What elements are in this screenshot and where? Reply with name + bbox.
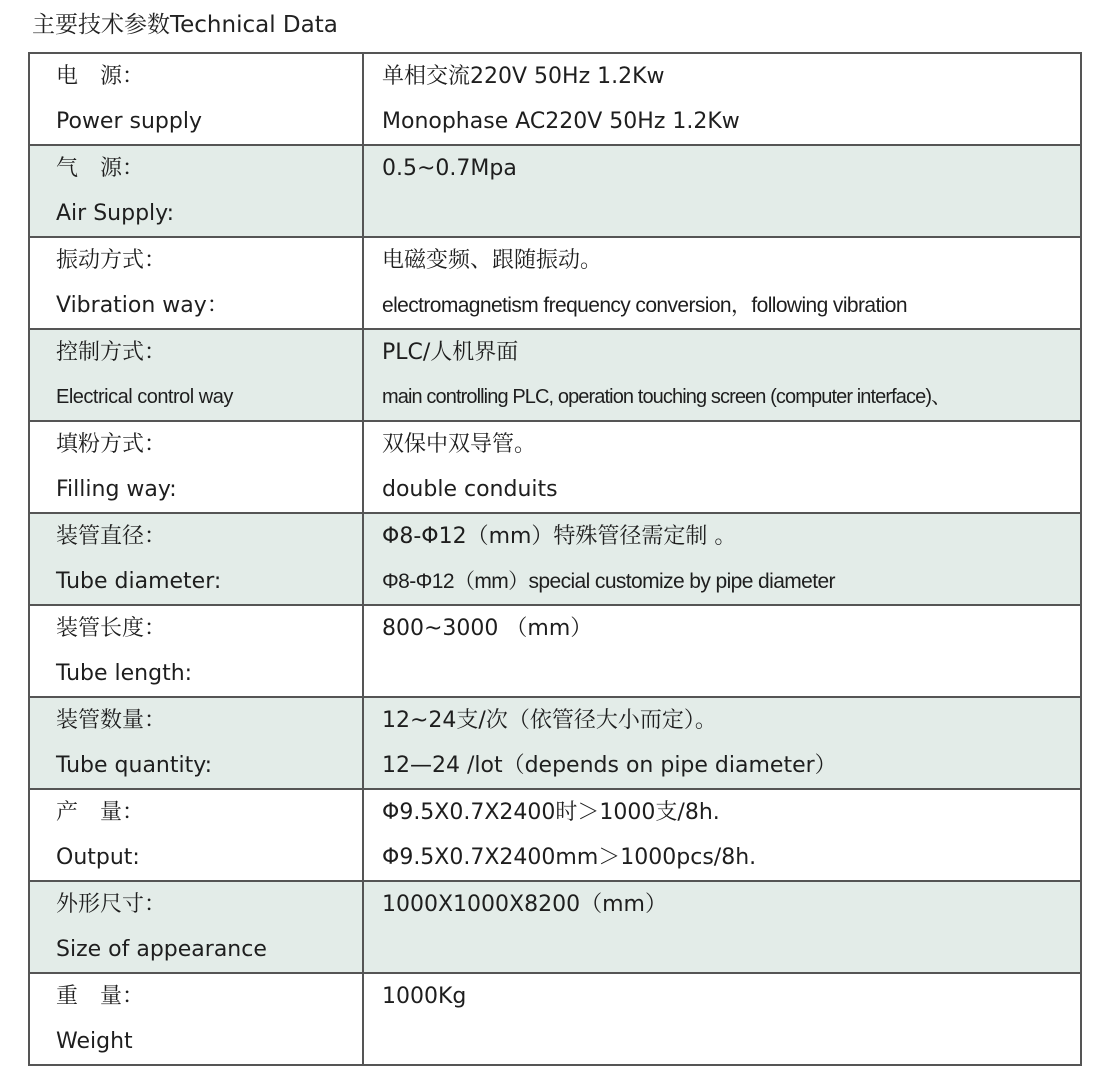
spec-label-en: Output: <box>56 845 140 870</box>
spec-value-cell <box>363 605 1081 697</box>
spec-label-cell <box>29 145 363 237</box>
spec-row-tube-diameter <box>29 513 1081 605</box>
spec-label-cell <box>29 237 363 329</box>
spec-row-tube-quantity <box>29 697 1081 789</box>
spec-value-cn: 1000Kg <box>382 984 467 1009</box>
spec-label-cn: 装管直径： <box>56 524 167 549</box>
spec-label-cn: 装管长度： <box>56 616 167 641</box>
spec-value-cn: PLC/人机界面 <box>382 340 519 365</box>
spec-value-cell <box>363 329 1081 421</box>
spec-value-en: main controlling PLC, operation touching screen (computer interface)、 <box>382 386 951 408</box>
spec-value-en: double conduits <box>382 477 558 502</box>
page-title: 主要技术参数Technical Data <box>32 12 338 38</box>
spec-value-cn: Φ8-Φ12（mm）特殊管径需定制 。 <box>382 524 737 549</box>
spec-label-en: Filling way: <box>56 477 177 502</box>
spec-value-cn: 800~3000 （mm） <box>382 616 593 641</box>
spec-label-en: Size of appearance <box>56 937 267 962</box>
spec-label-en: Air Supply: <box>56 201 174 226</box>
spec-label-en: Electrical control way <box>56 386 233 408</box>
spec-value-en <box>364 1019 1080 1064</box>
spec-value-cn: 单相交流220V 50Hz 1.2Kw <box>382 64 665 89</box>
spec-label-cn: 电 源： <box>56 64 145 89</box>
spec-value-cell <box>363 53 1081 145</box>
spec-value-cn: 1000X1000X8200（mm） <box>382 892 667 917</box>
spec-row-control-way <box>29 329 1081 421</box>
spec-value-cell <box>363 145 1081 237</box>
spec-value-en: electromagnetism frequency conversion，following vibration <box>382 294 907 317</box>
spec-row-air-supply <box>29 145 1081 237</box>
spec-value-cell <box>363 973 1081 1065</box>
spec-row-output <box>29 789 1081 881</box>
spec-label-en: Tube diameter: <box>56 569 222 594</box>
spec-value-en <box>364 651 1080 696</box>
spec-value-en: Φ9.5X0.7X2400mm＞1000pcs/8h. <box>382 845 757 870</box>
technical-data-table <box>28 52 1082 1066</box>
spec-value-cn: 0.5~0.7Mpa <box>382 156 517 181</box>
spec-row-vibration-way <box>29 237 1081 329</box>
spec-value-en: Monophase AC220V 50Hz 1.2Kw <box>382 109 740 134</box>
spec-label-cell <box>29 513 363 605</box>
spec-label-cell <box>29 697 363 789</box>
spec-row-size-of-appearance <box>29 881 1081 973</box>
spec-row-filling-way <box>29 421 1081 513</box>
spec-label-en: Tube length: <box>56 661 193 686</box>
spec-label-cn: 装管数量： <box>56 708 167 733</box>
spec-label-en: Tube quantity: <box>56 753 213 778</box>
spec-value-cell <box>363 513 1081 605</box>
spec-value-en <box>364 191 1080 236</box>
spec-label-cn: 外形尺寸： <box>56 892 167 917</box>
spec-label-cn: 控制方式： <box>56 340 167 365</box>
spec-label-cn: 气 源： <box>56 156 145 181</box>
spec-value-cn: Φ9.5X0.7X2400时＞1000支/8h. <box>382 800 720 825</box>
spec-label-cell <box>29 973 363 1065</box>
spec-value-en: 12—24 /lot（depends on pipe diameter） <box>382 753 837 778</box>
spec-label-cn: 填粉方式： <box>56 432 167 457</box>
spec-value-en <box>364 927 1080 972</box>
spec-value-cell <box>363 421 1081 513</box>
spec-value-en: Φ8-Φ12（mm）special customize by pipe diameter <box>382 570 835 593</box>
spec-label-en: Power supply <box>56 109 202 134</box>
spec-value-cn: 12~24支/次（依管径大小而定）。 <box>382 708 717 733</box>
spec-value-cell <box>363 789 1081 881</box>
spec-label-cn: 重 量： <box>56 984 145 1009</box>
spec-label-cell <box>29 881 363 973</box>
spec-label-cell <box>29 789 363 881</box>
spec-value-cell <box>363 697 1081 789</box>
spec-label-en: Vibration way： <box>56 293 229 318</box>
spec-label-en: Weight <box>56 1029 133 1054</box>
spec-label-cell <box>29 329 363 421</box>
spec-label-cn: 产 量： <box>56 800 145 825</box>
spec-row-power-supply <box>29 53 1081 145</box>
spec-row-weight <box>29 973 1081 1065</box>
spec-row-tube-length <box>29 605 1081 697</box>
spec-value-cell <box>363 237 1081 329</box>
spec-label-cell <box>29 53 363 145</box>
spec-label-cn: 振动方式： <box>56 248 167 273</box>
spec-value-cell <box>363 881 1081 973</box>
spec-value-cn: 电磁变频、跟随振动。 <box>382 248 603 273</box>
spec-label-cell <box>29 421 363 513</box>
spec-label-cell <box>29 605 363 697</box>
spec-value-cn: 双保中双导管。 <box>382 432 537 457</box>
